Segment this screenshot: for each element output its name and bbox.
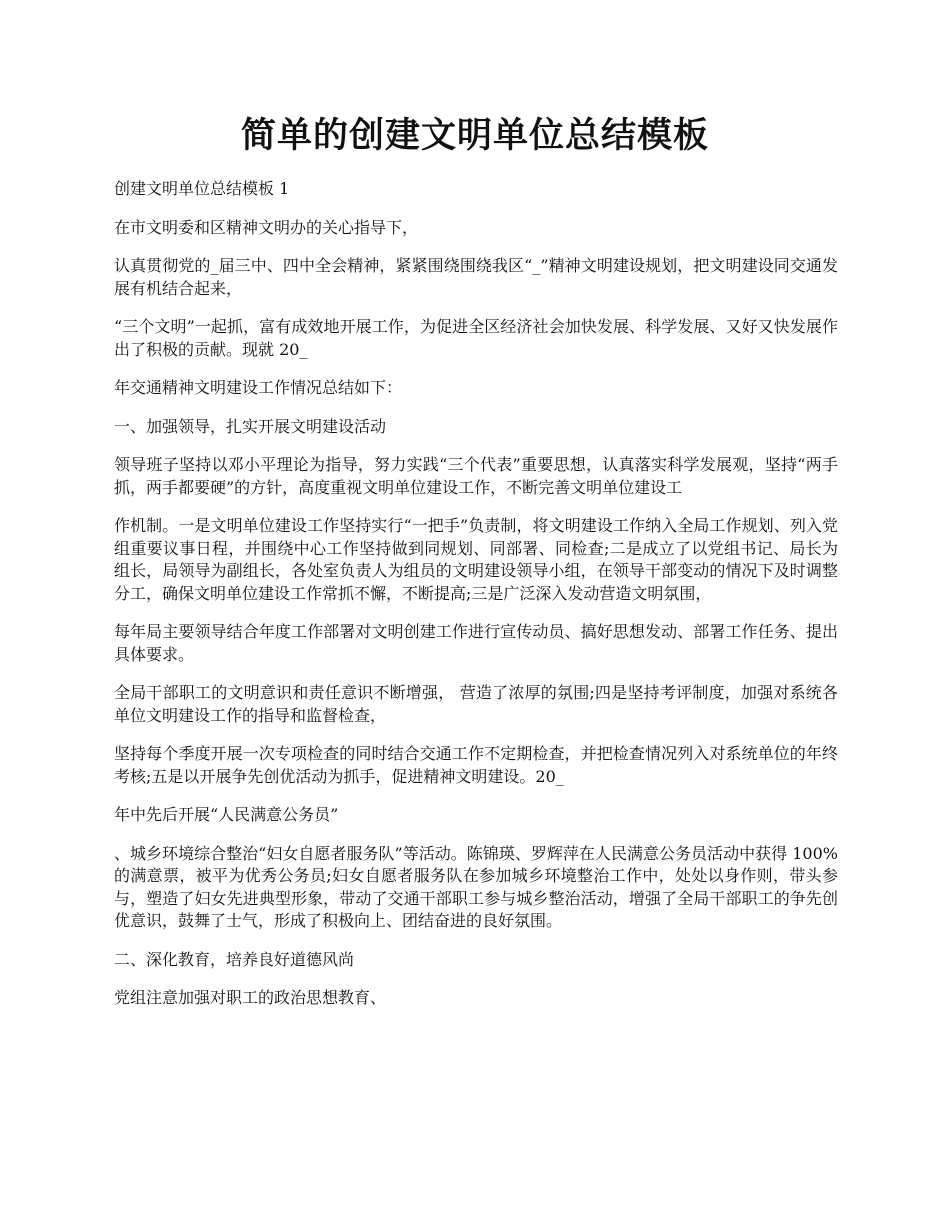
- paragraph: 创建文明单位总结模板 1: [114, 179, 290, 198]
- paragraph: 全局干部职工的文明意识和责任意识不断增强， 营造了浓厚的氛围;四是坚持考评制度，加强对系统各单位文明建设工作的指导和监督检查，: [114, 683, 838, 725]
- document-body: [114, 178, 838, 1026]
- paragraph: 坚持每个季度开展一次专项检查的同时结合交通工作不定期检查，并把检查情况列入对系统单位的年终考核;五是以开展争先创优活动为抓手，促进精神文明建设。20_: [114, 744, 838, 786]
- paragraph: 年交通精神文明建设工作情况总结如下：: [114, 378, 403, 397]
- section-heading: 一、加强领导，扎实开展文明建设活动: [114, 416, 387, 436]
- paragraph: “三个文明”一起抓，富有成效地开展工作，为促进全区经济社会加快发展、科学发展、又好又快发展作出了积极的贡献。现就 20_: [114, 317, 838, 359]
- paragraph: 每年局主要领导结合年度工作部署对文明创建工作进行宣传动员、搞好思想发动、部署工作任务、提出具体要求。: [114, 622, 838, 664]
- document-title: 简单的创建文明单位总结模板: [240, 115, 709, 156]
- paragraph: 作机制。一是文明单位建设工作坚持实行“一把手”负责制，将文明建设工作纳入全局工作规划、列入党组重要议事日程，并围绕中心工作坚持做到同规划、同部署、同检查;二是成立了以党组书记、局长为组长，局领导为副组长，各处室负责人为组员的文明建设领导小组，在领导干部变动的情况下及时调整分工，确保文明单位建设工作常抓不懈，不断提高;三是广泛深入发动营造文明氛围，: [114, 516, 838, 603]
- section-heading: 二、深化教育，培养良好道德风尚: [114, 949, 355, 969]
- paragraph: 年中先后开展“人民满意公务员”: [114, 805, 339, 824]
- paragraph: 在市文明委和区精神文明办的关心指导下，: [114, 217, 419, 237]
- paragraph: 认真贯彻党的_届三中、四中全会精神，紧紧围绕围绕我区“_”精神文明建设规划，把文明建设同交通发展有机结合起来，: [114, 256, 838, 298]
- paragraph: 、城乡环境综合整治“妇女自愿者服务队”等活动。陈锦瑛、罗辉萍在人民满意公务员活动中获得 100%的满意票，被平为优秀公务员;妇女自愿者服务队在参加城乡环境整治工作中，处处以身作则，带头参与，塑造了妇女先进典型形象，带动了交通干部职工参与城乡整治活动，增强了全局干部职工的争先创优意识，鼓舞了士气，形成了积极向上、团结奋进的良好氛围。: [114, 843, 838, 930]
- paragraph: 党组注意加强对职工的政治思想教育、: [114, 988, 387, 1007]
- paragraph: 领导班子坚持以邓小平理论为指导，努力实践“三个代表”重要思想，认真落实科学发展观，坚持“两手抓，两手都要硬”的方针，高度重视文明单位建设工作，不断完善文明单位建设工: [114, 455, 838, 497]
